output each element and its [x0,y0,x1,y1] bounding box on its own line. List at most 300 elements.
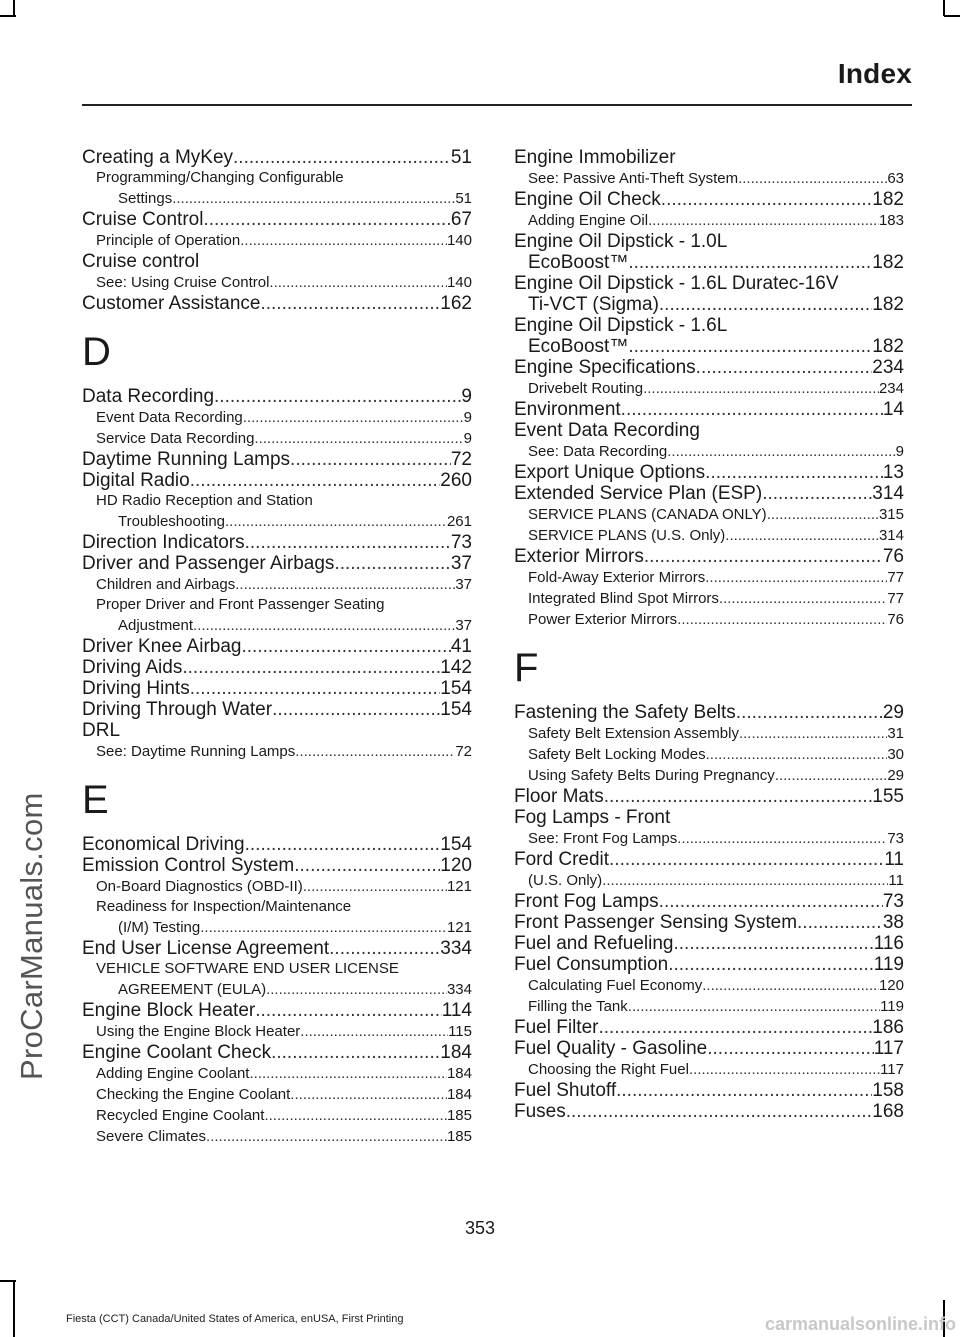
index-entry[interactable] [82,470,472,491]
entry-page-number: 334 [446,981,472,998]
entry-page-number: 140 [446,232,472,249]
index-entry-heading: Event Data Recording [514,420,700,441]
dot-leader [628,336,872,357]
entry-page-number: 41 [450,636,472,657]
entry-page-number: 73 [882,891,904,912]
index-entry[interactable] [514,933,904,954]
dot-leader [300,1021,448,1042]
entry-page-number: 186 [872,1017,904,1038]
crop-mark [943,0,945,16]
index-entry[interactable] [82,1042,472,1063]
index-subentry[interactable] [82,1105,472,1126]
entry-label: Fuel Quality - Gasoline [514,1038,708,1059]
entry-label: Safety Belt Extension Assembly [528,725,739,742]
entry-page-number: 115 [448,1023,472,1040]
index-subentry[interactable] [514,723,904,744]
dot-leader [739,723,887,744]
entry-page-number: 142 [440,657,472,678]
entry-page-number: 184 [446,1065,472,1082]
index-subentry[interactable] [514,975,904,996]
dot-leader [602,870,888,891]
entry-label: Creating a MyKey [82,147,234,168]
dot-leader [240,230,447,251]
dot-leader [566,1101,873,1122]
entry-page-number: 185 [446,1107,472,1124]
entry-page-number: 117 [873,1038,904,1059]
entry-label: Fuel Filter [514,1017,599,1038]
index-entry[interactable] [514,1038,904,1059]
entry-page-number: 51 [450,147,472,168]
entry-label: Adding Engine Coolant [96,1065,250,1082]
entry-label: Floor Mats [514,786,604,807]
entry-page-number: 14 [882,399,904,420]
entry-page-number: 261 [446,513,472,530]
index-entry[interactable] [514,189,904,210]
index-subentry-label: HD Radio Reception and Station [96,492,313,509]
entry-page-number: 117 [880,1061,904,1078]
dot-leader [290,1084,447,1105]
entry-label: Power Exterior Mirrors [528,611,678,628]
dot-leader [609,849,884,870]
entry-label: Recycled Engine Coolant [96,1107,265,1124]
dot-leader [254,428,463,449]
index-section-letter: D [82,330,111,374]
entry-page-number: 9 [461,386,472,407]
entry-label: Driving Through Water [82,699,273,720]
dot-leader [719,588,887,609]
watermark: carmanualsonline.info [764,1314,956,1334]
entry-label: Engine Block Heater [82,1000,256,1021]
entry-label: Service Data Recording [96,430,255,447]
index-subentry[interactable] [514,504,904,525]
entry-label: Export Unique Options [514,462,706,483]
dot-leader [329,938,440,959]
dot-leader [775,765,888,786]
entry-page-number: 154 [440,834,472,855]
entry-label: Drivebelt Routing [528,380,644,397]
entry-label: Choosing the Right Fuel [528,1061,689,1078]
page-number: 353 [464,1218,496,1238]
entry-page-number: 31 [887,725,904,742]
index-subentry-label: Readiness for Inspection/Maintenance [96,898,352,915]
index-subentry[interactable] [82,1084,472,1105]
entry-label: Data Recording [82,386,215,407]
index-subentry[interactable] [82,511,472,532]
entry-label: See: Using Cruise Control [96,274,270,291]
index-column-left [82,147,472,1147]
index-subentry[interactable] [82,615,472,636]
entry-page-number: 72 [455,743,472,760]
index-subentry[interactable] [514,744,904,765]
entry-page-number: 182 [872,336,904,357]
index-entry[interactable] [514,849,904,870]
index-entry[interactable] [514,954,904,975]
index-subentry[interactable] [82,1063,472,1084]
entry-page-number: 185 [446,1128,472,1145]
index-entry[interactable] [82,657,472,678]
index-column-right [514,147,904,1122]
entry-page-number: 37 [455,617,472,634]
index-entry[interactable] [514,912,904,933]
dot-leader [644,546,883,567]
index-entry[interactable] [82,532,472,553]
index-subentry[interactable] [82,1021,472,1042]
entry-label: See: Daytime Running Lamps [96,743,296,760]
entry-label: AGREEMENT (EULA) [118,981,267,998]
index-entry[interactable] [514,483,904,504]
entry-page-number: 9 [463,409,472,426]
dot-leader [245,532,451,553]
dot-leader [233,147,451,168]
entry-page-number: 168 [872,1101,904,1122]
entry-label: Troubleshooting [118,513,226,530]
dot-leader [738,168,887,189]
dot-leader [203,209,450,230]
entry-label: Fuses [514,1101,566,1122]
dot-leader [598,1017,872,1038]
index-subentry[interactable] [514,588,904,609]
index-entry[interactable] [82,147,472,168]
entry-page-number: 182 [872,189,904,210]
index-subentry[interactable] [82,428,472,449]
dot-leader [725,525,879,546]
entry-label: See: Passive Anti-Theft System [528,170,739,187]
entry-page-number: 37 [455,576,472,593]
edition-footer: Fiesta (CCT) Canada/United States of America, enUSA, First Printing [66,1313,404,1325]
entry-label: SERVICE PLANS (U.S. Only) [528,527,726,544]
entry-label: Ti-VCT (Sigma) [528,294,659,315]
index-subentry[interactable] [82,876,472,897]
index-entry-heading: Engine Oil Dipstick - 1.6L Duratec-16V [514,273,839,294]
index-subentry-label: VEHICLE SOFTWARE END USER LICENSE [96,960,399,977]
entry-page-number: 158 [872,1080,904,1101]
entry-label: (U.S. Only) [528,872,603,889]
dot-leader [225,511,447,532]
entry-page-number: 30 [887,746,904,763]
dot-leader [255,1000,441,1021]
dot-leader [705,567,887,588]
entry-label: Integrated Blind Spot Mirrors [528,590,719,607]
page-title: Index [837,58,912,89]
index-subentry[interactable] [82,741,472,762]
entry-page-number: 119 [873,954,904,975]
entry-page-number: 77 [887,569,904,586]
entry-page-number: 182 [872,252,904,273]
entry-page-number: 314 [872,483,904,504]
index-subentry[interactable] [82,979,472,1000]
dot-leader [303,876,447,897]
entry-page-number: 73 [887,830,904,847]
index-subentry[interactable] [514,210,904,231]
entry-label: Fuel Consumption [514,954,669,975]
entry-page-number: 38 [882,912,904,933]
entry-page-number: 182 [872,294,904,315]
dot-leader [661,189,873,210]
dot-leader [702,975,879,996]
entry-label: Driving Hints [82,678,190,699]
dot-leader [736,702,883,723]
index-entry[interactable] [514,786,904,807]
dot-leader [269,272,447,293]
dot-leader [604,786,873,807]
entry-page-number: 29 [882,702,904,723]
entry-label: Daytime Running Lamps [82,449,291,470]
index-entry[interactable] [514,336,904,357]
entry-page-number: 76 [887,611,904,628]
entry-page-number: 184 [446,1086,472,1103]
dot-leader [643,378,879,399]
entry-label: See: Data Recording [528,443,668,460]
entry-label: Calculating Fuel Economy [528,977,703,994]
entry-page-number: 119 [880,998,904,1015]
entry-label: Using Safety Belts During Pregnancy [528,767,775,784]
entry-label: Fuel Shutoff [514,1080,617,1101]
dot-leader [264,1105,447,1126]
index-subentry[interactable] [514,441,904,462]
index-subentry[interactable] [514,828,904,849]
entry-label: SERVICE PLANS (CANADA ONLY) [528,506,767,523]
index-entry[interactable] [82,699,472,720]
entry-label: Front Passenger Sensing System [514,912,798,933]
index-entry[interactable] [82,553,472,574]
dot-leader [659,294,872,315]
index-entry[interactable] [82,834,472,855]
entry-page-number: 260 [440,470,472,491]
entry-label: Principle of Operation [96,232,241,249]
index-subentry[interactable] [514,1059,904,1080]
index-subentry[interactable] [82,1126,472,1147]
entry-page-number: 121 [446,878,472,895]
entry-label: Driver Knee Airbag [82,636,242,657]
dot-leader [245,834,441,855]
entry-page-number: 29 [887,767,904,784]
dot-leader [206,1126,447,1147]
dot-leader [707,1038,873,1059]
dot-leader [628,252,872,273]
index-entry-heading: Engine Oil Dipstick - 1.0L [514,231,728,252]
dot-leader [674,933,874,954]
entry-page-number: 154 [440,678,472,699]
index-entry[interactable] [514,462,904,483]
dot-leader [628,996,880,1017]
dot-leader [648,210,879,231]
entry-page-number: 11 [888,872,904,889]
index-subentry[interactable] [514,567,904,588]
entry-label: Driving Aids [82,657,183,678]
dot-leader [190,470,441,491]
index-entry[interactable] [82,386,472,407]
entry-label: Engine Oil Check [514,189,661,210]
index-entry[interactable] [82,1000,472,1021]
index-subentry[interactable] [82,272,472,293]
entry-label: Cruise Control [82,209,204,230]
entry-label: Adding Engine Oil [528,212,649,229]
entry-page-number: 114 [441,1000,472,1021]
entry-label: Digital Radio [82,470,190,491]
dot-leader [767,504,879,525]
index-entry-heading: Engine Oil Dipstick - 1.6L [514,315,728,336]
entry-label: EcoBoost™ [528,336,629,357]
dot-leader [616,1080,872,1101]
index-subentry-label: Programming/Changing Configurable [96,169,344,186]
index-subentry[interactable] [514,870,904,891]
entry-label: Filling the Tank [528,998,628,1015]
entry-label: Exterior Mirrors [514,546,644,567]
index-subentry[interactable] [514,996,904,1017]
entry-label: On-Board Diagnostics (OBD-II) [96,878,303,895]
index-entry[interactable] [514,546,904,567]
entry-page-number: 154 [440,699,472,720]
dot-leader [677,828,887,849]
crop-mark [944,15,960,17]
entry-label: Fuel and Refueling [514,933,674,954]
entry-label: Safety Belt Locking Modes [528,746,706,763]
dot-leader [190,678,441,699]
index-entry[interactable] [82,938,472,959]
dot-leader [705,462,883,483]
index-entry[interactable] [514,891,904,912]
entry-label: Customer Assistance [82,293,261,314]
index-subentry[interactable] [514,168,904,189]
dot-leader [334,553,450,574]
index-subentry[interactable] [82,188,472,209]
entry-label: Economical Driving [82,834,245,855]
dot-leader [689,1059,880,1080]
entry-label: Event Data Recording [96,409,243,426]
entry-page-number: 120 [440,855,472,876]
crop-mark [13,1280,15,1337]
index-section-letter: F [514,646,539,690]
dot-leader [621,399,883,420]
entry-label: Environment [514,399,621,420]
dot-leader [249,1063,447,1084]
entry-page-number: 120 [878,977,904,994]
entry-page-number: 184 [440,1042,472,1063]
dot-leader [235,574,455,595]
entry-page-number: 162 [440,293,472,314]
index-entry[interactable] [514,357,904,378]
dot-leader [193,615,455,636]
entry-page-number: 314 [878,527,904,544]
entry-page-number: 121 [446,919,472,936]
dot-leader [696,357,873,378]
index-entry[interactable] [82,678,472,699]
index-entry[interactable] [82,209,472,230]
entry-page-number: 116 [873,933,904,954]
entry-page-number: 72 [450,449,472,470]
entry-page-number: 315 [878,506,904,523]
dot-leader [667,441,895,462]
entry-page-number: 140 [446,274,472,291]
index-subentry[interactable] [514,525,904,546]
index-entry[interactable] [82,293,472,314]
dot-leader [241,636,450,657]
index-entry[interactable] [514,252,904,273]
entry-label: Using the Engine Block Heater [96,1023,301,1040]
entry-label: EcoBoost™ [528,252,629,273]
index-entry[interactable] [82,636,472,657]
dot-leader [677,609,887,630]
index-entry[interactable] [82,855,472,876]
dot-leader [290,449,451,470]
index-entry[interactable] [514,1101,904,1122]
entry-label: (I/M) Testing [118,919,201,936]
index-section-letter: E [82,778,109,822]
entry-label: See: Front Fog Lamps [528,830,678,847]
dot-leader [260,293,440,314]
index-entry[interactable] [514,702,904,723]
dot-leader [200,917,447,938]
index-subentry[interactable] [514,609,904,630]
index-entry-heading: Cruise control [82,251,200,272]
index-subentry[interactable] [82,230,472,251]
dot-leader [243,407,464,428]
entry-label: Fastening the Safety Belts [514,702,736,723]
entry-page-number: 76 [882,546,904,567]
entry-label: Front Fog Lamps [514,891,659,912]
entry-label: Adjustment [118,617,194,634]
entry-page-number: 13 [882,462,904,483]
index-subentry[interactable] [82,574,472,595]
crop-mark [0,15,16,17]
entry-label: Children and Airbags [96,576,236,593]
index-entry-heading: Fog Lamps - Front [514,807,671,828]
crop-mark [13,0,15,16]
index-entry-heading: DRL [82,720,121,741]
dot-leader [294,855,440,876]
entry-page-number: 234 [878,380,904,397]
entry-label: Checking the Engine Coolant [96,1086,291,1103]
dot-leader [668,954,874,975]
sidebar-site-name: ProCarManuals.com [14,792,49,1080]
entry-label: Severe Climates [96,1128,207,1145]
index-subentry[interactable] [514,378,904,399]
dot-leader [214,386,461,407]
dot-leader [266,979,447,1000]
entry-page-number: 11 [884,849,904,870]
entry-label: Engine Coolant Check [82,1042,272,1063]
index-entry-heading: Engine Immobilizer [514,147,676,168]
dot-leader [295,741,455,762]
entry-page-number: 234 [872,357,904,378]
index-subentry[interactable] [514,765,904,786]
entry-label: Direction Indicators [82,532,245,553]
index-subentry-label: Proper Driver and Front Passenger Seating [96,596,385,613]
entry-page-number: 183 [878,212,904,229]
entry-page-number: 155 [872,786,904,807]
dot-leader [182,657,440,678]
entry-page-number: 37 [450,553,472,574]
entry-label: Fold-Away Exterior Mirrors [528,569,706,586]
index-subentry[interactable] [82,917,472,938]
index-entry[interactable] [514,399,904,420]
index-entry[interactable] [82,449,472,470]
index-entry[interactable] [514,1017,904,1038]
entry-label: Emission Control System [82,855,295,876]
index-entry[interactable] [514,294,904,315]
entry-page-number: 63 [887,170,904,187]
crop-mark [0,1280,16,1282]
entry-page-number: 334 [440,938,472,959]
dot-leader [659,891,883,912]
entry-label: Driver and Passenger Airbags [82,553,335,574]
index-subentry[interactable] [82,407,472,428]
entry-label: End User License Agreement [82,938,330,959]
entry-label: Extended Service Plan (ESP) [514,483,763,504]
dot-leader [172,188,455,209]
title-divider [82,104,912,106]
index-entry[interactable] [514,1080,904,1101]
